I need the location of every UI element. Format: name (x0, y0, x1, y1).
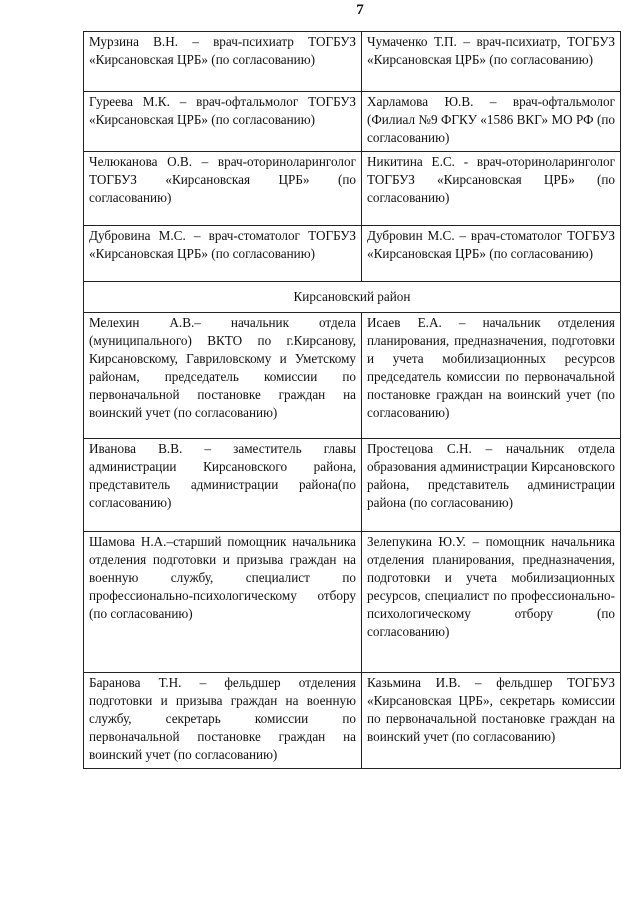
right-cell: Казьмина И.В. – фельдшер ТОГБУЗ «Кирсановская ЦРБ», секретарь комиссии по первоначальной постановке граждан на воинский учет (по согласованию) (362, 673, 621, 769)
left-cell: Баранова Т.Н. – фельдшер отделения подготовки и призыва граждан на военную службу, секретарь комиссии по первоначальной постановке граждан на воинский учет (по согласованию) (84, 673, 362, 769)
table-row (84, 152, 621, 226)
left-cell: Дубровина М.С. – врач-стоматолог ТОГБУЗ «Кирсановская ЦРБ» (по согласованию) (84, 226, 362, 282)
left-cell: Шамова Н.А.–старший помощник начальника отделения подготовки и призыва граждан на военную службу, специалист по профессионально-психологическому отбору (по согласованию) (84, 532, 362, 673)
section-row (84, 282, 621, 313)
table-row (84, 673, 621, 769)
table-row (84, 439, 621, 532)
left-cell: Гуреева М.К. – врач-офтальмолог ТОГБУЗ «Кирсановская ЦРБ» (по согласованию) (84, 92, 362, 152)
right-cell: Дубровин М.С. – врач-стоматолог ТОГБУЗ «Кирсановская ЦРБ» (по согласованию) (362, 226, 621, 282)
left-cell: Мелехин А.В.– начальник отдела (муниципального) ВКТО по г.Кирсанову, Кирсановскому, Гавриловскому и Уметскому районам, председатель комиссии по первоначальной постановке граждан на воинский учет (по согласованию) (84, 313, 362, 439)
right-cell: Простецова С.Н. – начальник отдела образования администрации Кирсановского района, представитель администрации района (по согласованию) (362, 439, 621, 532)
table-row (84, 32, 621, 92)
table-row (84, 313, 621, 439)
right-cell: Чумаченко Т.П. – врач-психиатр, ТОГБУЗ «Кирсановская ЦРБ» (по согласованию) (362, 32, 621, 92)
page-number: 7 (356, 2, 364, 18)
table-row (84, 226, 621, 282)
commission-table (83, 31, 621, 769)
left-cell: Мурзина В.Н. – врач-психиатр ТОГБУЗ «Кирсановская ЦРБ» (по согласованию) (84, 32, 362, 92)
right-cell: Исаев Е.А. – начальник отделения планирования, предназначения, подготовки и учета мобилизационных ресурсов председатель комиссии по первоначальной постановке граждан на воинский учет (по согласованию) (362, 313, 621, 439)
left-cell: Иванова В.В. – заместитель главы администрации Кирсановского района, представитель администрации района(по согласованию) (84, 439, 362, 532)
table-row (84, 532, 621, 673)
table-row (84, 92, 621, 152)
right-cell: Зелепукина Ю.У. – помощник начальника отделения планирования, предназначения, подготовки и учета мобилизационных ресурсов, специалист по профессионально-психологическому отбору (по согласованию) (362, 532, 621, 673)
right-cell: Харламова Ю.В. – врач-офтальмолог (Филиал №9 ФГКУ «1586 ВКГ» МО РФ (по согласованию) (362, 92, 621, 152)
left-cell: Челюканова О.В. – врач-оториноларинголог ТОГБУЗ «Кирсановская ЦРБ» (по согласованию) (84, 152, 362, 226)
section-title: Кирсановский район (84, 282, 621, 313)
right-cell: Никитина Е.С. - врач-оториноларинголог ТОГБУЗ «Кирсановская ЦРБ» (по согласованию) (362, 152, 621, 226)
